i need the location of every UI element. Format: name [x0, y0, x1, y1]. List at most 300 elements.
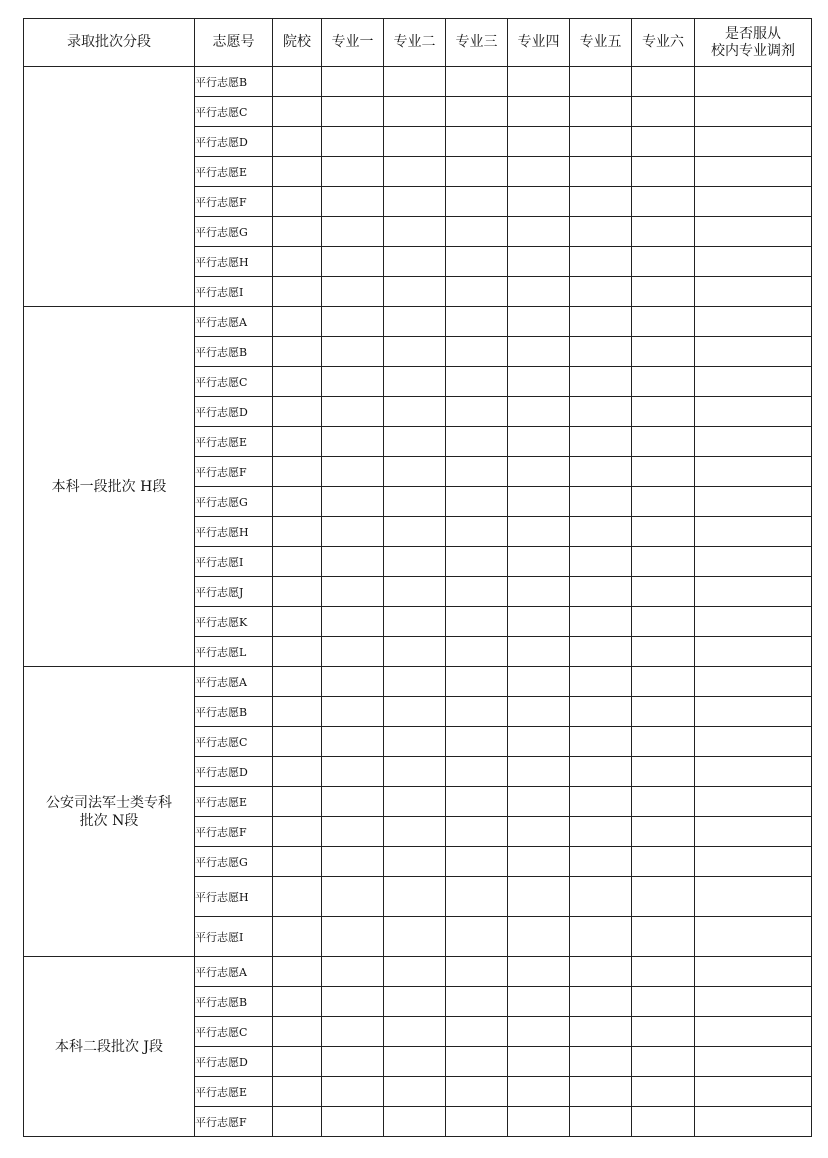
college-cell[interactable]: [273, 637, 322, 667]
major-2-cell[interactable]: [384, 127, 446, 157]
adjustment-cell[interactable]: [695, 577, 812, 607]
adjustment-cell[interactable]: [695, 367, 812, 397]
major-1-cell[interactable]: [322, 247, 384, 277]
major-6-cell[interactable]: [632, 1077, 695, 1107]
adjustment-cell[interactable]: [695, 427, 812, 457]
volunteer-label: 平行志愿F: [195, 817, 273, 847]
major-4-cell[interactable]: [508, 217, 570, 247]
adjustment-cell[interactable]: [695, 187, 812, 217]
major-2-cell[interactable]: [384, 727, 446, 757]
major-6-cell[interactable]: [632, 97, 695, 127]
major-2-cell[interactable]: [384, 577, 446, 607]
major-1-cell[interactable]: [322, 67, 384, 97]
major-1-cell[interactable]: [322, 217, 384, 247]
major-5-cell[interactable]: [570, 917, 632, 957]
major-4-cell[interactable]: [508, 607, 570, 637]
major-2-cell[interactable]: [384, 217, 446, 247]
column-header-major-5: 专业五: [570, 19, 632, 67]
major-5-cell[interactable]: [570, 127, 632, 157]
adjustment-cell[interactable]: [695, 517, 812, 547]
major-3-cell[interactable]: [446, 487, 508, 517]
college-cell[interactable]: [273, 337, 322, 367]
major-2-cell[interactable]: [384, 97, 446, 127]
major-3-cell[interactable]: [446, 427, 508, 457]
adjustment-cell[interactable]: [695, 217, 812, 247]
major-5-cell[interactable]: [570, 727, 632, 757]
major-6-cell[interactable]: [632, 67, 695, 97]
major-2-cell[interactable]: [384, 67, 446, 97]
major-5-cell[interactable]: [570, 427, 632, 457]
major-1-cell[interactable]: [322, 127, 384, 157]
major-6-cell[interactable]: [632, 547, 695, 577]
major-6-cell[interactable]: [632, 277, 695, 307]
major-1-cell[interactable]: [322, 987, 384, 1017]
major-5-cell[interactable]: [570, 307, 632, 337]
college-cell[interactable]: [273, 757, 322, 787]
volunteer-label: 平行志愿F: [195, 1107, 273, 1137]
major-6-cell[interactable]: [632, 607, 695, 637]
major-5-cell[interactable]: [570, 877, 632, 917]
major-1-cell[interactable]: [322, 1107, 384, 1137]
major-6-cell[interactable]: [632, 487, 695, 517]
volunteer-label: 平行志愿J: [195, 577, 273, 607]
adjustment-cell[interactable]: [695, 307, 812, 337]
major-3-cell[interactable]: [446, 1047, 508, 1077]
major-6-cell[interactable]: [632, 157, 695, 187]
major-1-cell[interactable]: [322, 307, 384, 337]
volunteer-label: 平行志愿E: [195, 427, 273, 457]
college-cell[interactable]: [273, 877, 322, 917]
major-1-cell[interactable]: [322, 157, 384, 187]
major-3-cell[interactable]: [446, 1107, 508, 1137]
major-3-cell[interactable]: [446, 817, 508, 847]
adjustment-cell[interactable]: [695, 917, 812, 957]
major-2-cell[interactable]: [384, 307, 446, 337]
major-5-cell[interactable]: [570, 457, 632, 487]
major-6-cell[interactable]: [632, 367, 695, 397]
college-cell[interactable]: [273, 667, 322, 697]
major-2-cell[interactable]: [384, 517, 446, 547]
major-3-cell[interactable]: [446, 957, 508, 987]
major-3-cell[interactable]: [446, 547, 508, 577]
major-4-cell[interactable]: [508, 517, 570, 547]
major-1-cell[interactable]: [322, 757, 384, 787]
major-6-cell[interactable]: [632, 247, 695, 277]
volunteer-label: 平行志愿E: [195, 1077, 273, 1107]
college-cell[interactable]: [273, 727, 322, 757]
volunteer-form-table: [23, 18, 812, 1137]
major-4-cell[interactable]: [508, 547, 570, 577]
college-cell[interactable]: [273, 787, 322, 817]
major-5-cell[interactable]: [570, 577, 632, 607]
major-5-cell[interactable]: [570, 397, 632, 427]
major-5-cell[interactable]: [570, 957, 632, 987]
college-cell[interactable]: [273, 217, 322, 247]
major-6-cell[interactable]: [632, 697, 695, 727]
major-5-cell[interactable]: [570, 547, 632, 577]
major-1-cell[interactable]: [322, 1077, 384, 1107]
major-4-cell[interactable]: [508, 277, 570, 307]
college-cell[interactable]: [273, 957, 322, 987]
major-1-cell[interactable]: [322, 957, 384, 987]
adjustment-cell[interactable]: [695, 607, 812, 637]
college-cell[interactable]: [273, 817, 322, 847]
major-4-cell[interactable]: [508, 987, 570, 1017]
college-cell[interactable]: [273, 487, 322, 517]
major-6-cell[interactable]: [632, 877, 695, 917]
major-4-cell[interactable]: [508, 487, 570, 517]
adjustment-cell[interactable]: [695, 67, 812, 97]
major-5-cell[interactable]: [570, 247, 632, 277]
adjustment-cell[interactable]: [695, 757, 812, 787]
major-3-cell[interactable]: [446, 987, 508, 1017]
major-4-cell[interactable]: [508, 637, 570, 667]
major-3-cell[interactable]: [446, 577, 508, 607]
major-6-cell[interactable]: [632, 787, 695, 817]
major-1-cell[interactable]: [322, 187, 384, 217]
major-4-cell[interactable]: [508, 787, 570, 817]
college-cell[interactable]: [273, 1077, 322, 1107]
major-4-cell[interactable]: [508, 1077, 570, 1107]
major-1-cell[interactable]: [322, 637, 384, 667]
adjustment-cell[interactable]: [695, 727, 812, 757]
adjustment-cell[interactable]: [695, 277, 812, 307]
major-1-cell[interactable]: [322, 547, 384, 577]
adjustment-cell[interactable]: [695, 817, 812, 847]
major-6-cell[interactable]: [632, 517, 695, 547]
major-1-cell[interactable]: [322, 607, 384, 637]
major-4-cell[interactable]: [508, 757, 570, 787]
major-2-cell[interactable]: [384, 277, 446, 307]
adjustment-cell[interactable]: [695, 1047, 812, 1077]
major-1-cell[interactable]: [322, 457, 384, 487]
major-2-cell[interactable]: [384, 757, 446, 787]
major-2-cell[interactable]: [384, 397, 446, 427]
major-6-cell[interactable]: [632, 307, 695, 337]
college-cell[interactable]: [273, 367, 322, 397]
major-6-cell[interactable]: [632, 127, 695, 157]
college-cell[interactable]: [273, 847, 322, 877]
major-3-cell[interactable]: [446, 727, 508, 757]
major-6-cell[interactable]: [632, 727, 695, 757]
major-2-cell[interactable]: [384, 817, 446, 847]
major-5-cell[interactable]: [570, 847, 632, 877]
major-5-cell[interactable]: [570, 1047, 632, 1077]
major-6-cell[interactable]: [632, 667, 695, 697]
major-1-cell[interactable]: [322, 397, 384, 427]
major-3-cell[interactable]: [446, 917, 508, 957]
major-1-cell[interactable]: [322, 1017, 384, 1047]
major-4-cell[interactable]: [508, 917, 570, 957]
major-5-cell[interactable]: [570, 637, 632, 667]
major-1-cell[interactable]: [322, 277, 384, 307]
major-5-cell[interactable]: [570, 517, 632, 547]
adjustment-cell[interactable]: [695, 547, 812, 577]
college-cell[interactable]: [273, 1017, 322, 1047]
major-2-cell[interactable]: [384, 487, 446, 517]
column-header-adjustment: 是否服从 校内专业调剂: [695, 19, 812, 67]
major-4-cell[interactable]: [508, 877, 570, 917]
major-2-cell[interactable]: [384, 987, 446, 1017]
major-6-cell[interactable]: [632, 337, 695, 367]
major-4-cell[interactable]: [508, 667, 570, 697]
major-2-cell[interactable]: [384, 697, 446, 727]
major-4-cell[interactable]: [508, 397, 570, 427]
adjustment-cell[interactable]: [695, 157, 812, 187]
adjustment-cell[interactable]: [695, 787, 812, 817]
adjustment-cell[interactable]: [695, 97, 812, 127]
major-6-cell[interactable]: [632, 637, 695, 667]
major-4-cell[interactable]: [508, 1107, 570, 1137]
major-3-cell[interactable]: [446, 877, 508, 917]
college-cell[interactable]: [273, 697, 322, 727]
major-3-cell[interactable]: [446, 367, 508, 397]
table-body: [24, 67, 812, 1137]
volunteer-label: 平行志愿D: [195, 127, 273, 157]
major-4-cell[interactable]: [508, 427, 570, 457]
adjustment-cell[interactable]: [695, 987, 812, 1017]
major-5-cell[interactable]: [570, 697, 632, 727]
major-3-cell[interactable]: [446, 277, 508, 307]
major-1-cell[interactable]: [322, 667, 384, 697]
major-4-cell[interactable]: [508, 307, 570, 337]
major-5-cell[interactable]: [570, 157, 632, 187]
adjustment-cell[interactable]: [695, 957, 812, 987]
major-1-cell[interactable]: [322, 427, 384, 457]
major-3-cell[interactable]: [446, 517, 508, 547]
major-3-cell[interactable]: [446, 667, 508, 697]
major-3-cell[interactable]: [446, 247, 508, 277]
major-2-cell[interactable]: [384, 247, 446, 277]
major-3-cell[interactable]: [446, 1077, 508, 1107]
major-6-cell[interactable]: [632, 217, 695, 247]
major-6-cell[interactable]: [632, 427, 695, 457]
adjustment-cell[interactable]: [695, 1017, 812, 1047]
college-cell[interactable]: [273, 1047, 322, 1077]
major-6-cell[interactable]: [632, 817, 695, 847]
college-cell[interactable]: [273, 577, 322, 607]
college-cell[interactable]: [273, 607, 322, 637]
college-cell[interactable]: [273, 307, 322, 337]
major-1-cell[interactable]: [322, 787, 384, 817]
major-3-cell[interactable]: [446, 97, 508, 127]
major-3-cell[interactable]: [446, 637, 508, 667]
major-1-cell[interactable]: [322, 877, 384, 917]
adjustment-cell[interactable]: [695, 337, 812, 367]
volunteer-label: 平行志愿G: [195, 847, 273, 877]
volunteer-label: 平行志愿H: [195, 247, 273, 277]
major-2-cell[interactable]: [384, 917, 446, 957]
major-6-cell[interactable]: [632, 577, 695, 607]
major-3-cell[interactable]: [446, 1017, 508, 1047]
major-2-cell[interactable]: [384, 187, 446, 217]
major-3-cell[interactable]: [446, 307, 508, 337]
major-5-cell[interactable]: [570, 97, 632, 127]
segment-label: 公安司法军士类专科 批次 N段: [24, 667, 195, 957]
adjustment-cell[interactable]: [695, 487, 812, 517]
major-3-cell[interactable]: [446, 457, 508, 487]
major-1-cell[interactable]: [322, 367, 384, 397]
major-5-cell[interactable]: [570, 667, 632, 697]
major-6-cell[interactable]: [632, 957, 695, 987]
major-1-cell[interactable]: [322, 817, 384, 847]
college-cell[interactable]: [273, 397, 322, 427]
major-6-cell[interactable]: [632, 187, 695, 217]
major-6-cell[interactable]: [632, 457, 695, 487]
adjustment-cell[interactable]: [695, 637, 812, 667]
adjustment-cell[interactable]: [695, 1077, 812, 1107]
major-4-cell[interactable]: [508, 127, 570, 157]
major-2-cell[interactable]: [384, 957, 446, 987]
major-3-cell[interactable]: [446, 697, 508, 727]
college-cell[interactable]: [273, 457, 322, 487]
major-3-cell[interactable]: [446, 787, 508, 817]
major-6-cell[interactable]: [632, 757, 695, 787]
major-3-cell[interactable]: [446, 217, 508, 247]
major-4-cell[interactable]: [508, 697, 570, 727]
major-6-cell[interactable]: [632, 987, 695, 1017]
major-6-cell[interactable]: [632, 397, 695, 427]
adjustment-cell[interactable]: [695, 127, 812, 157]
major-3-cell[interactable]: [446, 757, 508, 787]
major-2-cell[interactable]: [384, 427, 446, 457]
college-cell[interactable]: [273, 517, 322, 547]
major-2-cell[interactable]: [384, 457, 446, 487]
volunteer-label: 平行志愿I: [195, 547, 273, 577]
college-cell[interactable]: [273, 157, 322, 187]
major-2-cell[interactable]: [384, 667, 446, 697]
major-3-cell[interactable]: [446, 337, 508, 367]
major-5-cell[interactable]: [570, 187, 632, 217]
major-2-cell[interactable]: [384, 367, 446, 397]
major-5-cell[interactable]: [570, 757, 632, 787]
major-1-cell[interactable]: [322, 1047, 384, 1077]
major-4-cell[interactable]: [508, 957, 570, 987]
major-1-cell[interactable]: [322, 487, 384, 517]
major-5-cell[interactable]: [570, 1077, 632, 1107]
major-4-cell[interactable]: [508, 1017, 570, 1047]
major-5-cell[interactable]: [570, 1017, 632, 1047]
adjustment-cell[interactable]: [695, 457, 812, 487]
major-3-cell[interactable]: [446, 67, 508, 97]
volunteer-label: 平行志愿G: [195, 487, 273, 517]
adjustment-cell[interactable]: [695, 697, 812, 727]
major-2-cell[interactable]: [384, 637, 446, 667]
major-1-cell[interactable]: [322, 847, 384, 877]
major-4-cell[interactable]: [508, 817, 570, 847]
major-5-cell[interactable]: [570, 217, 632, 247]
major-5-cell[interactable]: [570, 607, 632, 637]
major-2-cell[interactable]: [384, 337, 446, 367]
adjustment-cell[interactable]: [695, 877, 812, 917]
major-2-cell[interactable]: [384, 1017, 446, 1047]
major-3-cell[interactable]: [446, 157, 508, 187]
major-4-cell[interactable]: [508, 367, 570, 397]
college-cell[interactable]: [273, 427, 322, 457]
major-4-cell[interactable]: [508, 577, 570, 607]
major-2-cell[interactable]: [384, 847, 446, 877]
major-2-cell[interactable]: [384, 1077, 446, 1107]
major-5-cell[interactable]: [570, 337, 632, 367]
major-2-cell[interactable]: [384, 157, 446, 187]
volunteer-label: 平行志愿D: [195, 1047, 273, 1077]
column-header-major-4: 专业四: [508, 19, 570, 67]
college-cell[interactable]: [273, 67, 322, 97]
major-2-cell[interactable]: [384, 1107, 446, 1137]
adjustment-cell[interactable]: [695, 1107, 812, 1137]
adjustment-cell[interactable]: [695, 397, 812, 427]
major-6-cell[interactable]: [632, 847, 695, 877]
college-cell[interactable]: [273, 97, 322, 127]
major-4-cell[interactable]: [508, 67, 570, 97]
college-cell[interactable]: [273, 917, 322, 957]
college-cell[interactable]: [273, 547, 322, 577]
volunteer-label: 平行志愿B: [195, 67, 273, 97]
major-5-cell[interactable]: [570, 987, 632, 1017]
major-4-cell[interactable]: [508, 337, 570, 367]
major-5-cell[interactable]: [570, 67, 632, 97]
adjustment-cell[interactable]: [695, 847, 812, 877]
major-3-cell[interactable]: [446, 127, 508, 157]
major-5-cell[interactable]: [570, 367, 632, 397]
adjustment-cell[interactable]: [695, 247, 812, 277]
major-3-cell[interactable]: [446, 607, 508, 637]
major-1-cell[interactable]: [322, 697, 384, 727]
major-1-cell[interactable]: [322, 917, 384, 957]
major-3-cell[interactable]: [446, 847, 508, 877]
major-5-cell[interactable]: [570, 1107, 632, 1137]
major-4-cell[interactable]: [508, 727, 570, 757]
column-header-major-2: 专业二: [384, 19, 446, 67]
major-2-cell[interactable]: [384, 787, 446, 817]
major-4-cell[interactable]: [508, 847, 570, 877]
college-cell[interactable]: [273, 1107, 322, 1137]
major-4-cell[interactable]: [508, 457, 570, 487]
major-1-cell[interactable]: [322, 727, 384, 757]
major-6-cell[interactable]: [632, 1107, 695, 1137]
major-1-cell[interactable]: [322, 97, 384, 127]
college-cell[interactable]: [273, 247, 322, 277]
major-3-cell[interactable]: [446, 187, 508, 217]
volunteer-label: 平行志愿G: [195, 217, 273, 247]
major-6-cell[interactable]: [632, 917, 695, 957]
major-1-cell[interactable]: [322, 577, 384, 607]
college-cell[interactable]: [273, 127, 322, 157]
major-5-cell[interactable]: [570, 487, 632, 517]
major-1-cell[interactable]: [322, 337, 384, 367]
adjustment-cell[interactable]: [695, 667, 812, 697]
major-2-cell[interactable]: [384, 547, 446, 577]
major-2-cell[interactable]: [384, 877, 446, 917]
major-5-cell[interactable]: [570, 787, 632, 817]
college-cell[interactable]: [273, 987, 322, 1017]
major-4-cell[interactable]: [508, 1047, 570, 1077]
college-cell[interactable]: [273, 277, 322, 307]
major-6-cell[interactable]: [632, 1017, 695, 1047]
major-2-cell[interactable]: [384, 607, 446, 637]
major-5-cell[interactable]: [570, 277, 632, 307]
major-3-cell[interactable]: [446, 397, 508, 427]
major-4-cell[interactable]: [508, 157, 570, 187]
major-4-cell[interactable]: [508, 247, 570, 277]
major-1-cell[interactable]: [322, 517, 384, 547]
major-6-cell[interactable]: [632, 1047, 695, 1077]
college-cell[interactable]: [273, 187, 322, 217]
major-2-cell[interactable]: [384, 1047, 446, 1077]
major-4-cell[interactable]: [508, 97, 570, 127]
major-4-cell[interactable]: [508, 187, 570, 217]
major-5-cell[interactable]: [570, 817, 632, 847]
